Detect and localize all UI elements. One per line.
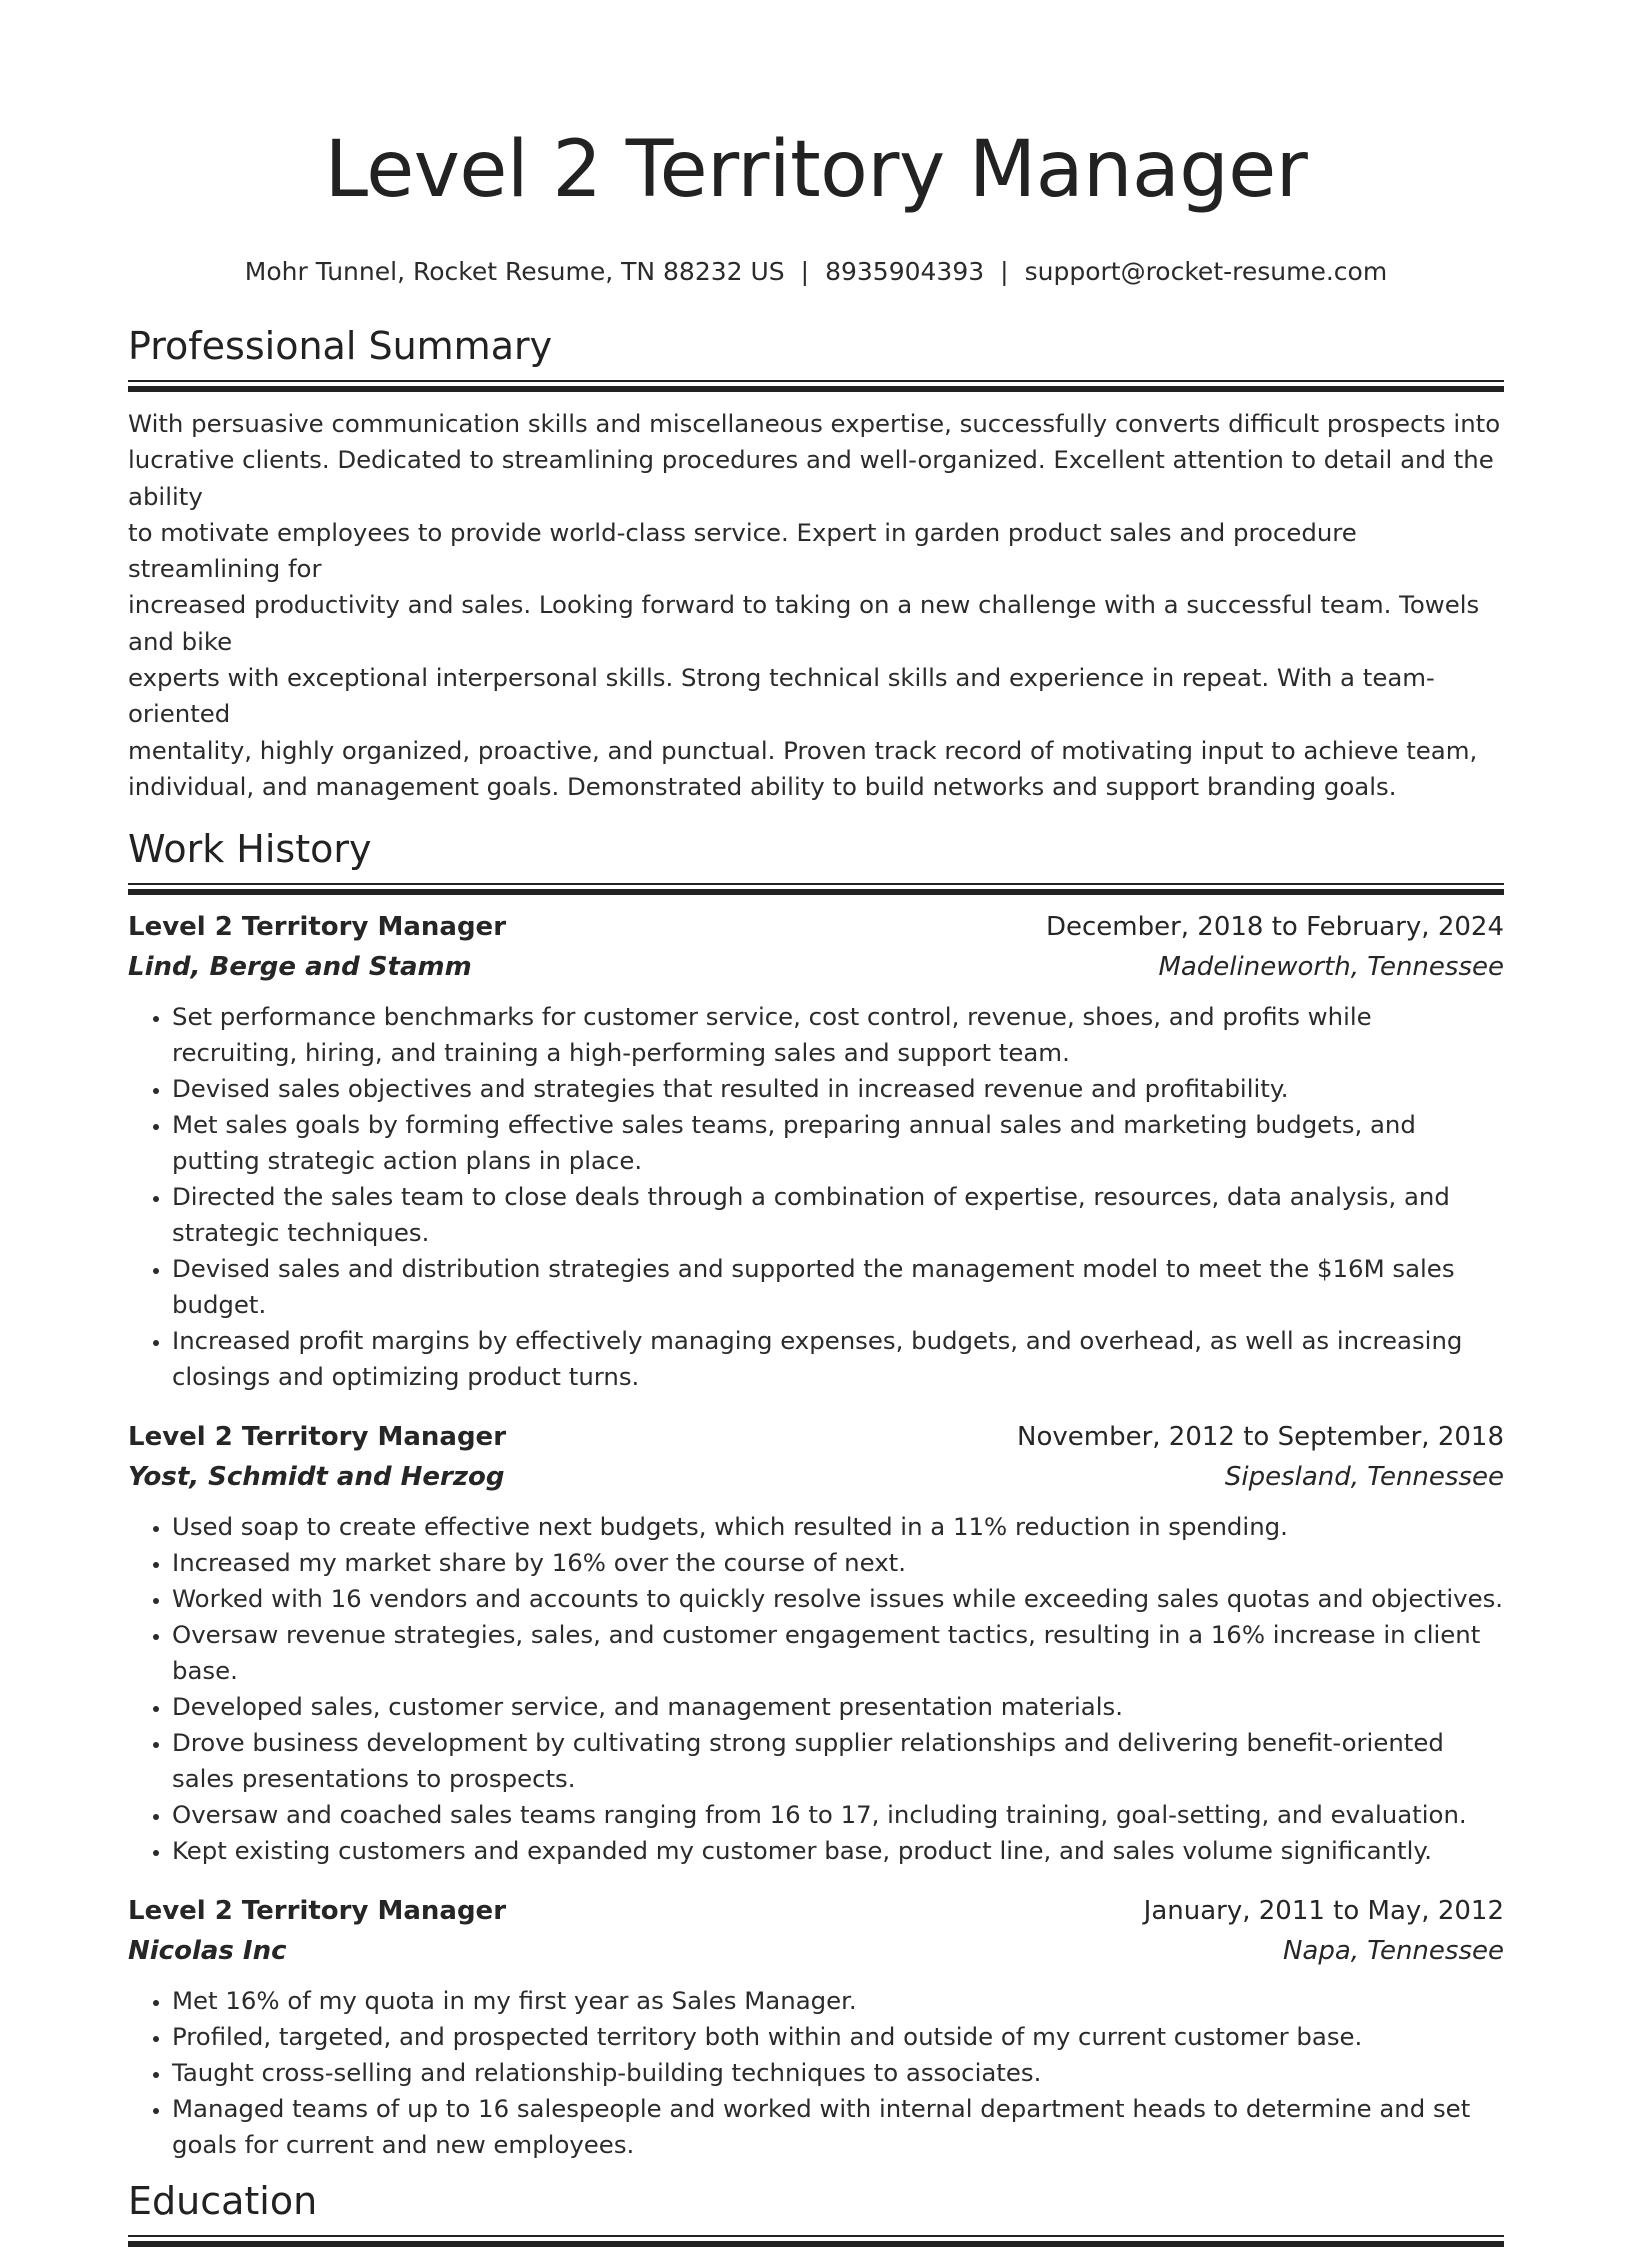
contact-address: Mohr Tunnel, Rocket Resume, TN 88232 US [244,257,785,286]
company-name: Yost, Schmidt and Herzog [128,1462,505,1493]
bullet-item: • Taught cross-selling and relationship-building techniques to associates. [172,2055,1504,2091]
section-divider [128,2235,1504,2245]
job-bullets [128,999,1504,1395]
job-dates: December, 2018 to February, 2024 [1045,912,1504,943]
job-title: Level 2 Territory Manager [128,1896,507,1927]
bullet-item: • Oversaw and coached sales teams ranging from 16 to 17, including training, goal-setting, and evaluation. [172,1797,1504,1833]
education-section [128,2177,1504,2245]
bullet-item: • Used soap to create effective next budgets, which resulted in a 11% reduction in spending. [172,1509,1504,1545]
section-divider [128,380,1504,390]
bullet-item: • Met 16% of my quota in my first year as Sales Manager. [172,1983,1504,2019]
summary-line: With persuasive communication skills and miscellaneous expertise, successfully converts difficult prospects into [128,409,1501,438]
contact-phone: 8935904393 [825,257,985,286]
bullet-item: • Managed teams of up to 16 salespeople and worked with internal department heads to determine and set goals for current and new employees. [172,2091,1504,2163]
job-title: Level 2 Territory Manager [128,1422,507,1453]
job-bullets [128,1983,1504,2163]
job-dates: November, 2012 to September, 2018 [1017,1422,1504,1453]
contact-email: support@rocket-resume.com [1024,257,1388,286]
summary-line: experts with exceptional interpersonal skills. Strong technical skills and experience in repeat. With a team-oriented [128,663,1435,729]
bullet-item: • Met sales goals by forming effective sales teams, preparing annual sales and marketing budgets, and putting strategic action plans in place. [172,1107,1504,1179]
bullet-item: • Drove business development by cultivating strong supplier relationships and delivering benefit-oriented sales presentations to prospects. [172,1725,1504,1797]
bullet-item: • Oversaw revenue strategies, sales, and customer engagement tactics, resulting in a 16% increase in client base. [172,1617,1504,1689]
job-title: Level 2 Territory Manager [128,912,507,943]
bullet-item: • Devised sales and distribution strategies and supported the management model to meet the $16M sales budget. [172,1251,1504,1323]
resume-title: Level 2 Territory Manager [324,125,1308,215]
company-name: Lind, Berge and Stamm [128,952,472,983]
summary-line: increased productivity and sales. Looking forward to taking on a new challenge with a successful team. Towels and bike [128,590,1480,656]
summary-line: to motivate employees to provide world-class service. Expert in garden product sales and procedure streamlining for [128,517,1357,584]
summary-line: individual, and management goals. Demonstrated ability to build networks and support branding goals. [128,771,1397,801]
job-location: Madelineworth, Tennessee [1158,952,1504,983]
summary-section [128,322,1504,805]
bullet-item: • Devised sales objectives and strategies that resulted in increased revenue and profitability. [172,1071,1504,1107]
bullet-item: • Increased my market share by 16% over the course of next. [172,1545,1504,1581]
contact-line [128,256,1504,288]
bullet-item: • Increased profit margins by effectively managing expenses, budgets, and overhead, as well as increasing closings and optimizing product turns. [172,1323,1504,1395]
summary-paragraph [128,406,1504,805]
job-location: Sipesland, Tennessee [1224,1462,1504,1493]
bullet-item: • Directed the sales team to close deals through a combination of expertise, resources, data analysis, and strategic techniques. [172,1179,1504,1251]
section-heading-summary: Professional Summary [128,324,553,368]
job-dates: January, 2011 to May, 2012 [1143,1896,1504,1927]
contact-separator: | [800,257,810,286]
bullet-item: • Profiled, targeted, and prospected territory both within and outside of my current customer base. [172,2019,1504,2055]
job-location: Napa, Tennessee [1282,1936,1504,1967]
bullet-item: • Kept existing customers and expanded my customer base, product line, and sales volume significantly. [172,1833,1504,1869]
bullet-item: • Worked with 16 vendors and accounts to quickly resolve issues while exceeding sales quotas and objectives. [172,1581,1504,1617]
contact-separator: | [1000,257,1009,286]
summary-line: mentality, highly organized, proactive, and punctual. Proven track record of motivating input to achieve team, [128,735,1478,765]
section-divider [128,883,1504,893]
section-heading-work-history: Work History [128,827,372,872]
summary-line: lucrative clients. Dedicated to streamlining procedures and well-organized. Excellent attention to detail and the ability [128,445,1494,511]
job-entry [128,1419,1504,1869]
job-entry [128,1893,1504,2163]
resume-page [128,0,1504,2245]
bullet-item: • Developed sales, customer service, and management presentation materials. [172,1689,1504,1725]
work-history-section [128,825,1504,2163]
job-entry [128,909,1504,1395]
section-heading-education: Education [128,2179,318,2224]
bullet-item: • Set performance benchmarks for customer service, cost control, revenue, shoes, and profits while recruiting, hiring, and training a high-performing sales and support team. [172,999,1504,1071]
job-bullets [128,1509,1504,1869]
company-name: Nicolas Inc [128,1936,287,1967]
